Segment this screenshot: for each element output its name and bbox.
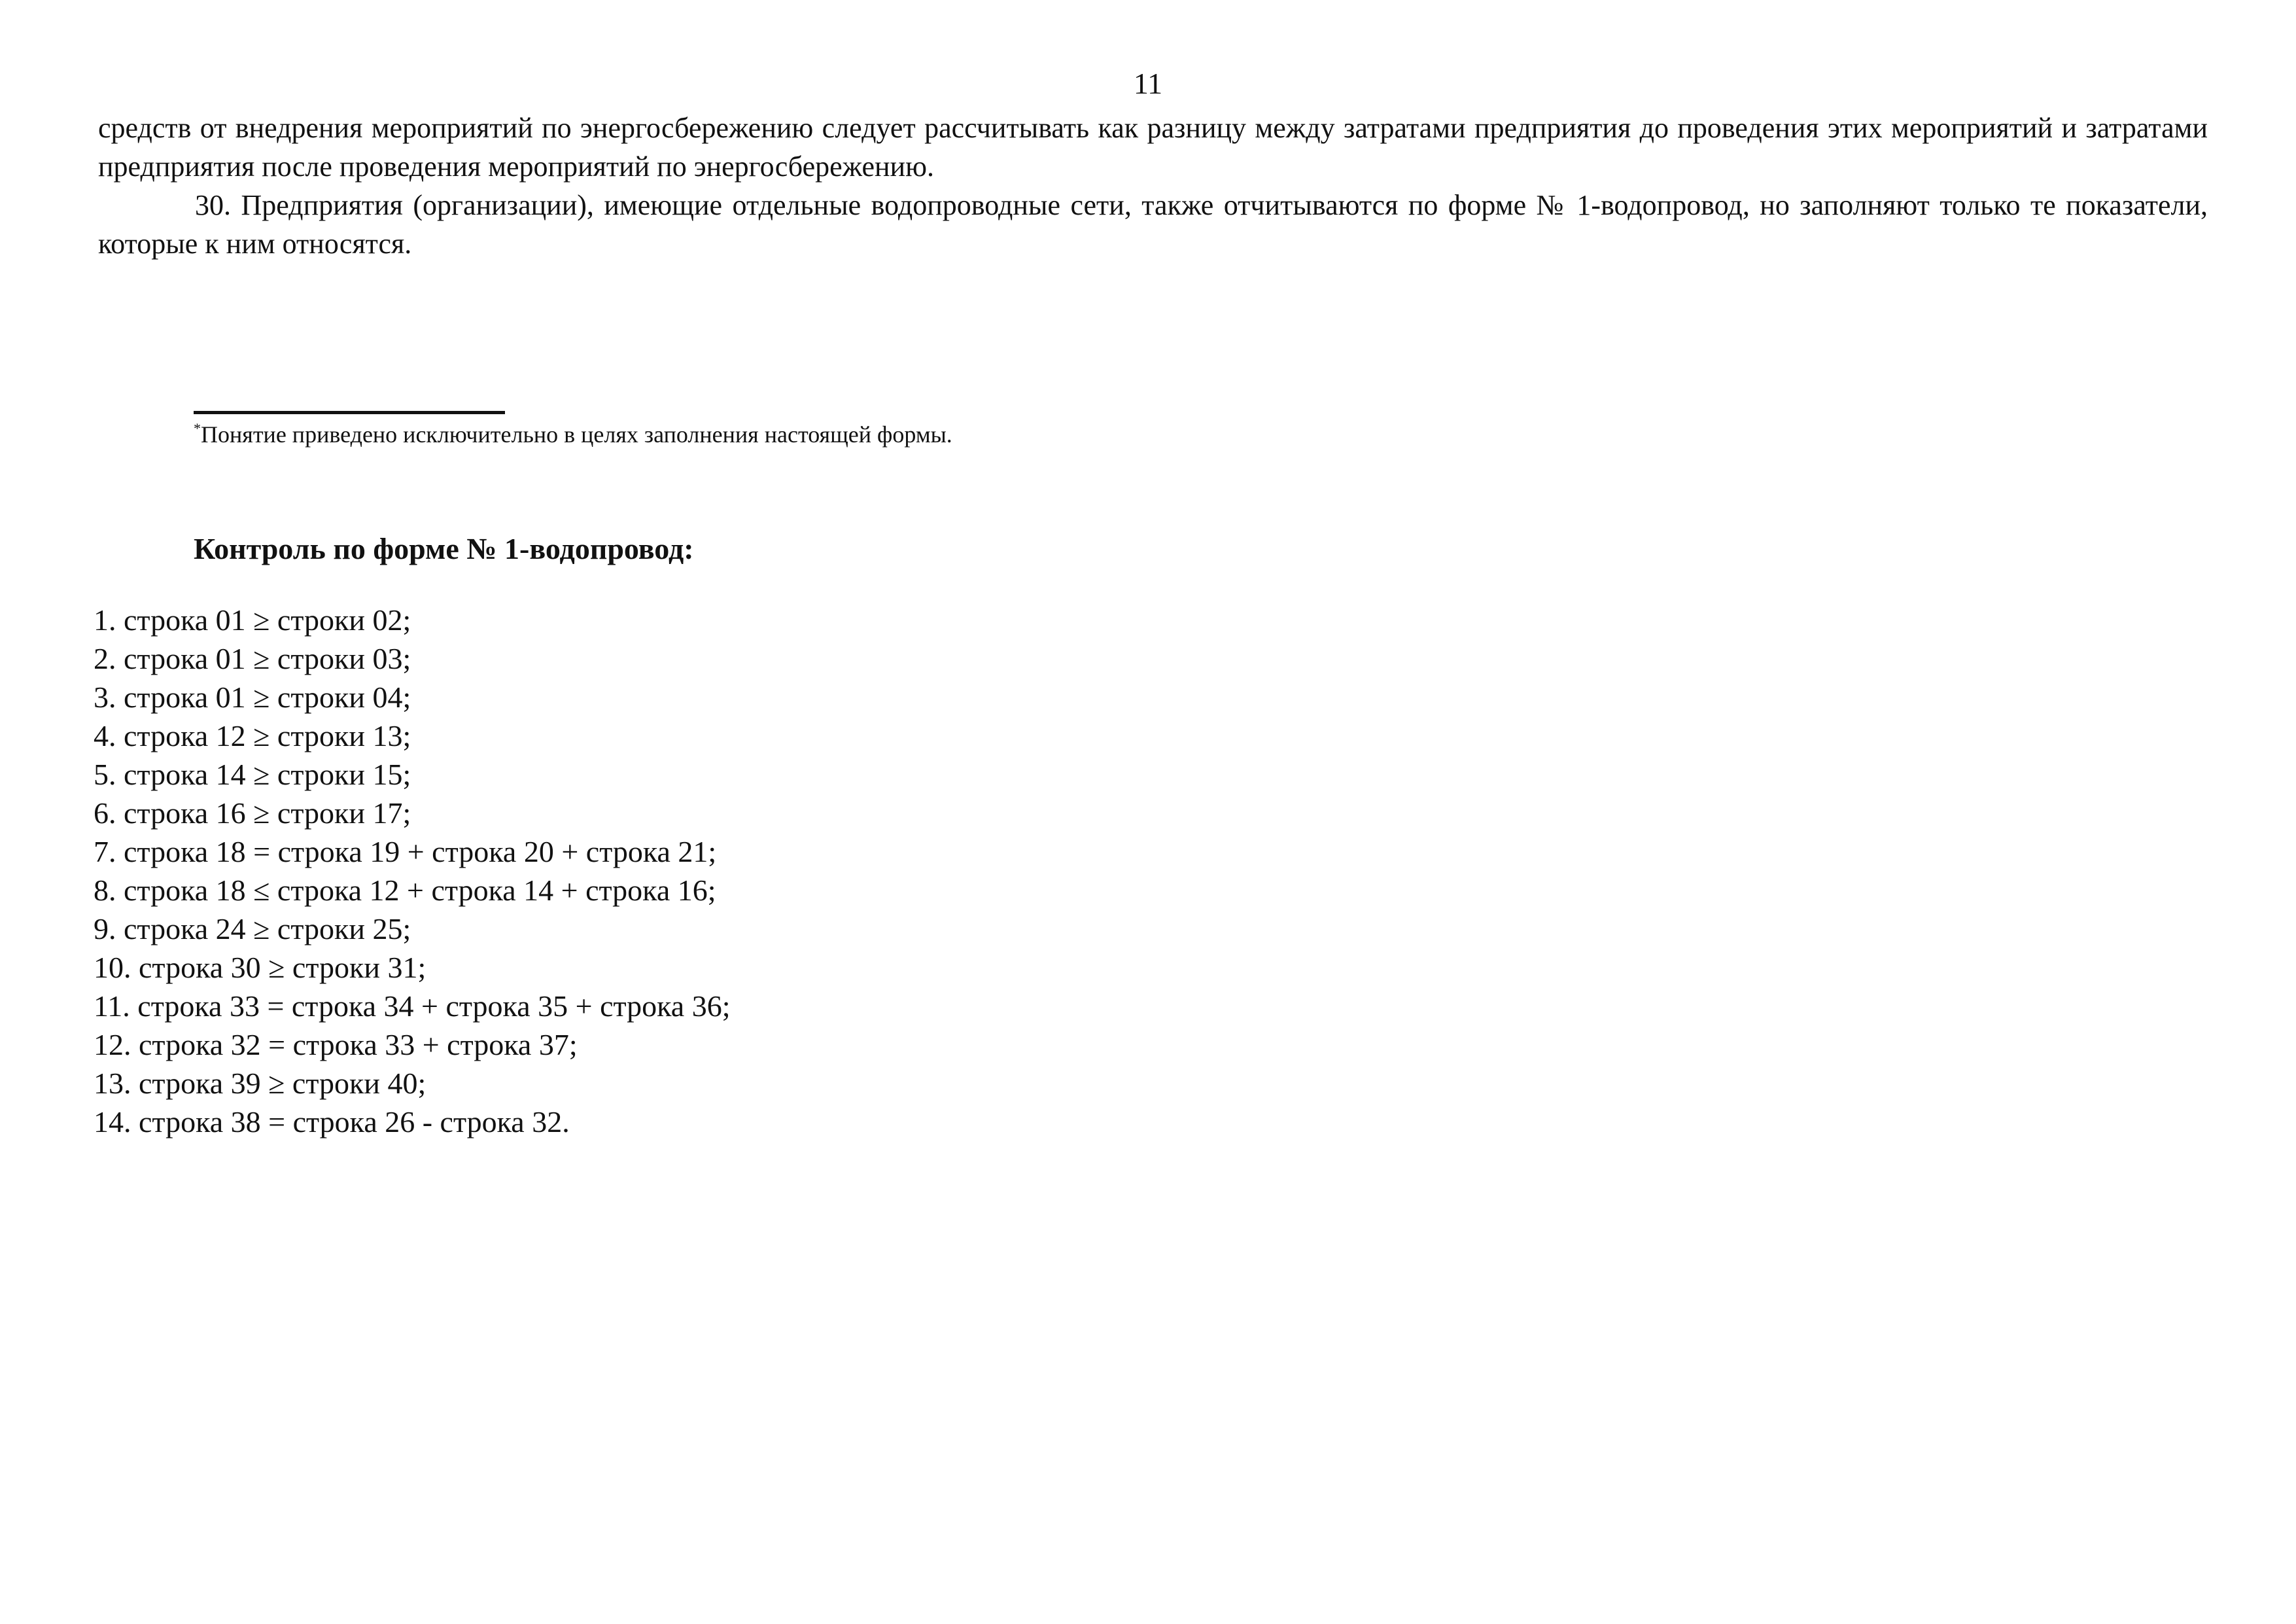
- control-rule: 9. строка 24 ≥ строки 25;: [94, 912, 411, 945]
- footnote-separator: [194, 411, 505, 414]
- control-rule: 12. строка 32 = строка 33 + строка 37;: [94, 1028, 578, 1061]
- control-heading: Контроль по форме № 1-водопровод:: [194, 532, 694, 565]
- control-rule: 8. строка 18 ≤ строка 12 + строка 14 + строка 16;: [94, 874, 716, 907]
- control-rule: 5. строка 14 ≥ строки 15;: [94, 758, 411, 791]
- control-rule: 10. строка 30 ≥ строки 31;: [94, 951, 426, 984]
- control-rule: 13. строка 39 ≥ строки 40;: [94, 1067, 426, 1100]
- footnote-text: Понятие приведено исключительно в целях заполнения настоящей формы.: [201, 421, 952, 448]
- page-number: 11: [1133, 67, 1163, 100]
- footnote-marker: *: [194, 420, 201, 436]
- footnote: [194, 419, 952, 450]
- control-rule: 2. строка 01 ≥ строки 03;: [94, 642, 411, 675]
- control-rule: 4. строка 12 ≥ строки 13;: [94, 719, 411, 752]
- control-rule: 3. строка 01 ≥ строки 04;: [94, 680, 411, 714]
- control-rule: 11. строка 33 = строка 34 + строка 35 + строка 36;: [94, 989, 731, 1023]
- control-rule: 1. строка 01 ≥ строки 02;: [94, 603, 411, 637]
- control-rule: 14. строка 38 = строка 26 - строка 32.: [94, 1105, 570, 1139]
- paragraph-item-30: 30. Предприятия (организации), имеющие отдельные водопроводные сети, также отчитываются по форме № 1-водопровод, но заполняют только те показатели, которые к ним относятся.: [98, 189, 2208, 260]
- control-rules-list: [94, 601, 731, 1141]
- control-rule: 6. строка 16 ≥ строки 17;: [94, 796, 411, 830]
- control-rule: 7. строка 18 = строка 19 + строка 20 + строка 21;: [94, 835, 717, 868]
- paragraph-continuation: средств от внедрения мероприятий по энергосбережению следует рассчитывать как разницу между затратами предприятия до проведения этих мероприятий и затратами предприятия после проведения мероприятий по энергосбережению.: [98, 112, 2208, 183]
